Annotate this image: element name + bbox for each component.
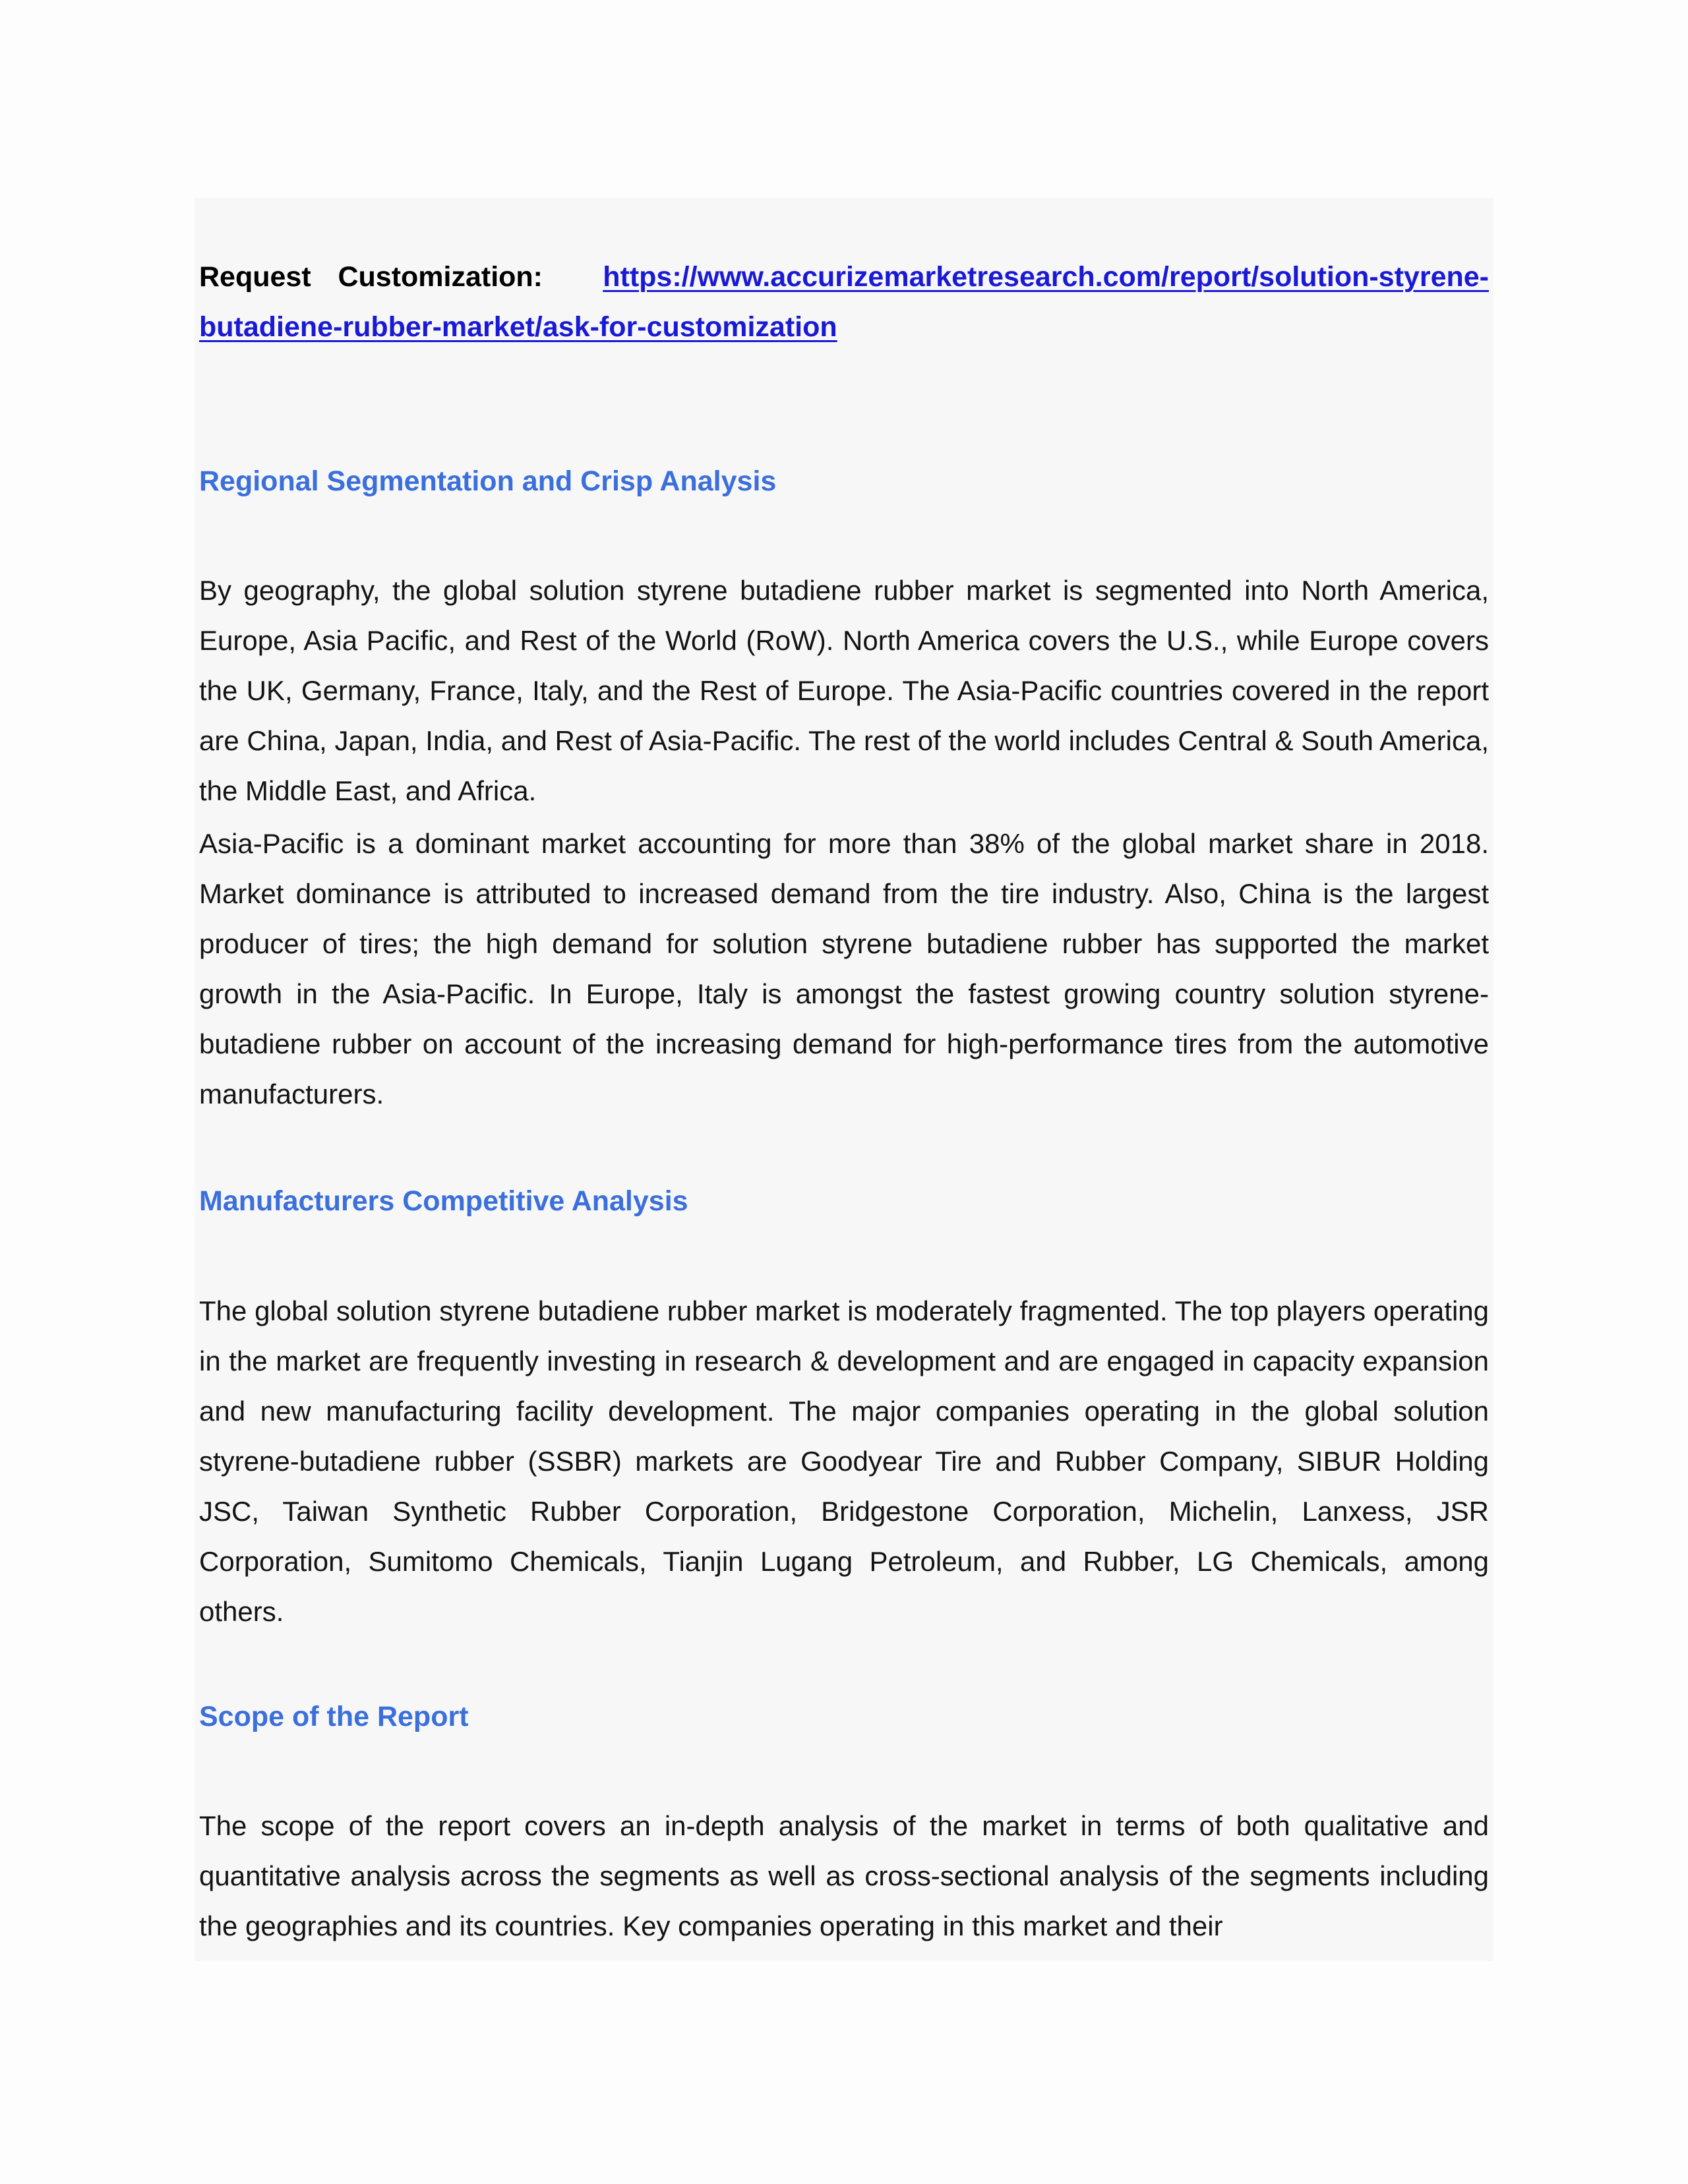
customization-link[interactable]: https://www.accurizemarketresearch.com/report/solution-styrene-butadiene-rubber-market/ask-for-customization [199, 261, 1489, 343]
section-heading-regional: Regional Segmentation and Crisp Analysis [199, 465, 777, 497]
paragraph-asia-pacific: Asia-Pacific is a dominant market accounting for more than 38% of the global market share in 2018. Market dominance is attributed to increased demand from the tire industry. Also, China is the largest producer of tires; the high demand for solution styrene butadiene rubber has supported the market growth in the Asia-Pacific. In Europe, Italy is amongst the fastest growing country solution styrene-butadiene rubber on account of the increasing demand for high-performance tires from the automotive manufacturers. [199, 828, 1489, 1109]
paragraph-scope: The scope of the report covers an in-depth analysis of the market in terms of both qualitative and quantitative analysis across the segments as well as cross-sectional analysis of the segments including the geographies and its countries. Key companies operating in this market and their [199, 1810, 1489, 1941]
paragraph-geography: By geography, the global solution styrene butadiene rubber market is segmented into North America, Europe, Asia Pacific, and Rest of the World (RoW). North America covers the U.S., while Europe covers the UK, Germany, France, Italy, and the Rest of Europe. The Asia-Pacific countries covered in the report are China, Japan, India, and Rest of Asia-Pacific. The rest of the world includes Central & South America, the Middle East, and Africa. [199, 575, 1489, 806]
request-customization-label: Request Customization: [199, 261, 543, 293]
section-heading-manufacturers: Manufacturers Competitive Analysis [199, 1185, 688, 1217]
section-heading-scope: Scope of the Report [199, 1701, 469, 1732]
request-customization [199, 252, 1489, 352]
paragraph-competitive: The global solution styrene butadiene rubber market is moderately fragmented. The top players operating in the market are frequently investing in research & development and are engaged in capacity expansion and new manufacturing facility development. The major companies operating in the global solution styrene-butadiene rubber (SSBR) markets are Goodyear Tire and Rubber Company, SIBUR Holding JSC, Taiwan Synthetic Rubber Corporation, Bridgestone Corporation, Michelin, Lanxess, JSR Corporation, Sumitomo Chemicals, Tianjin Lugang Petroleum, and Rubber, LG Chemicals, among others. [199, 1295, 1489, 1627]
